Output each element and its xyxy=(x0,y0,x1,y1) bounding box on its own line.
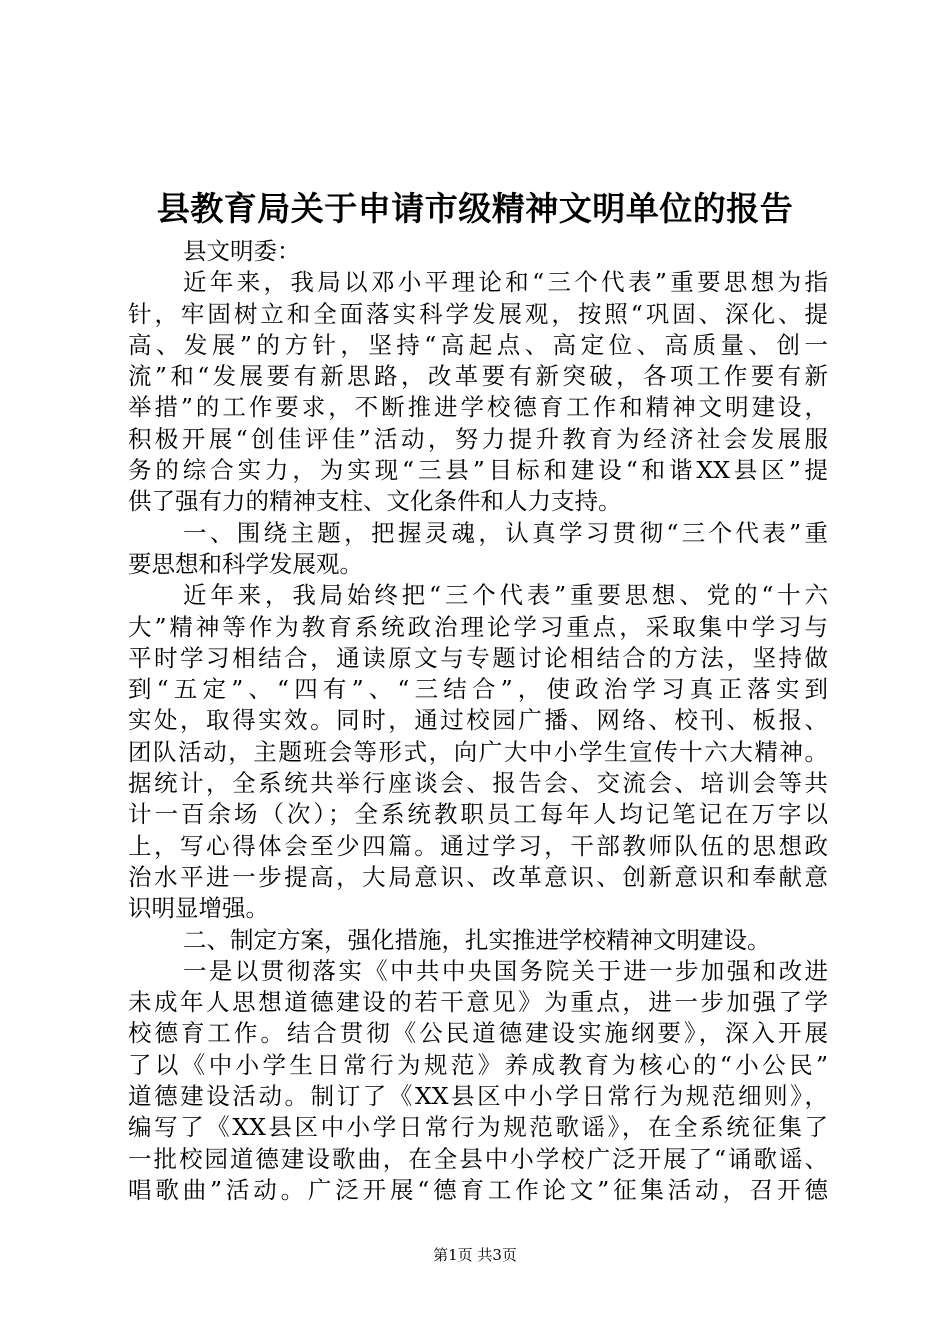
document-title: 县教育局关于申请市级精神文明单位的报告 xyxy=(156,189,794,228)
body-line: 编写了《XX县区中小学日常行为规范歌谣》，在全系统征集了 xyxy=(128,1113,828,1142)
body-line: 上，写心得体会至少四篇。通过学习，干部教师队伍的思想政 xyxy=(128,831,828,860)
body-line: 近年来，我局以邓小平理论和“三个代表”重要思想为指 xyxy=(183,268,828,297)
body-line: 平时学习相结合，通读原文与专题讨论相结合的方法，坚持做 xyxy=(128,643,828,672)
body-line: 务的综合实力，为实现“三县”目标和建设“和谐XX县区”提 xyxy=(128,456,828,485)
body-line: 据统计，全系统共举行座谈会、报告会、交流会、培训会等共 xyxy=(128,769,828,798)
page-footer: 第1页 共3页 xyxy=(433,1246,517,1264)
body-line: 治水平进一步提高，大局意识、改革意识、创新意识和奉献意 xyxy=(128,862,828,891)
body-line: 到“五定”、“四有”、“三结合”，使政治学习真正落实到 xyxy=(128,675,828,704)
body-line: 流”和“发展要有新思路，改革要有新突破，各项工作要有新 xyxy=(128,362,828,391)
section-heading-1: 要思想和科学发展观。 xyxy=(128,549,363,578)
body-line: 了以《中小学生日常行为规范》养成教育为核心的“小公民” xyxy=(128,1050,828,1079)
body-line: 未成年人思想道德建设的若干意见》为重点，进一步加强了学 xyxy=(128,988,828,1017)
body-line: 计一百余场（次）；全系统教职员工每年人均记笔记在万字以 xyxy=(128,800,828,829)
body-line: 针，牢固树立和全面落实科学发展观，按照“巩固、深化、提 xyxy=(128,299,828,328)
body-line: 一是以贯彻落实《中共中央国务院关于进一步加强和改进 xyxy=(183,956,828,985)
body-line: 举措”的工作要求，不断推进学校德育工作和精神文明建设， xyxy=(128,393,828,422)
body-line: 校德育工作。结合贯彻《公民道德建设实施纲要》，深入开展 xyxy=(128,1019,828,1048)
section-heading-1: 一、围绕主题，把握灵魂，认真学习贯彻“三个代表”重 xyxy=(183,518,828,547)
body-line: 唱歌曲”活动。广泛开展“德育工作论文”征集活动，召开德 xyxy=(128,1175,828,1204)
body-line: 团队活动，主题班会等形式，向广大中小学生宣传十六大精神。 xyxy=(128,737,828,766)
body-line: 实处，取得实效。同时，通过校园广播、网络、校刊、板报、 xyxy=(128,706,828,735)
body-line: 积极开展“创佳评佳”活动，努力提升教育为经济社会发展服 xyxy=(128,424,828,453)
document-body xyxy=(128,236,828,1206)
body-line: 供了强有力的精神支柱、文化条件和人力支持。 xyxy=(128,487,622,516)
body-line: 高、发展”的方针，坚持“高起点、高定位、高质量、创一 xyxy=(128,330,828,359)
body-line: 道德建设活动。制订了《XX县区中小学日常行为规范细则》， xyxy=(128,1082,828,1111)
body-line: 识明显增强。 xyxy=(128,894,269,923)
body-line: 大”精神等作为教育系统政治理论学习重点，采取集中学习与 xyxy=(128,612,828,641)
salutation: 县文明委： xyxy=(183,237,301,265)
body-line: 一批校园道德建设歌曲，在全县中小学校广泛开展了“诵歌谣、 xyxy=(128,1144,828,1173)
section-heading-2: 二、制定方案，强化措施，扎实推进学校精神文明建设。 xyxy=(183,925,771,954)
body-line: 近年来，我局始终把“三个代表”重要思想、党的“十六 xyxy=(183,581,828,610)
